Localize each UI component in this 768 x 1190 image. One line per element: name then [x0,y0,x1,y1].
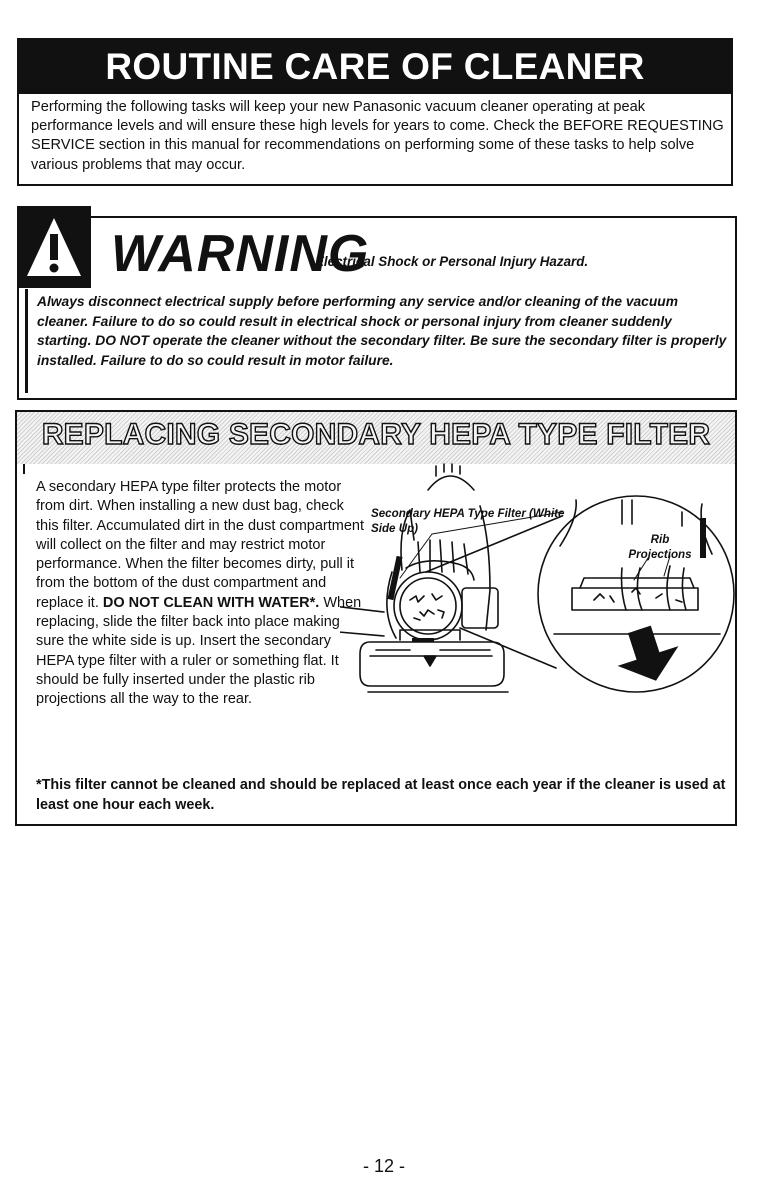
filter-left-rule [23,464,25,474]
label-rib-projections: Rib Projections [628,533,692,561]
warning-hazard-text: Electrical Shock or Personal Injury Hazard. [315,254,589,269]
warning-left-rule [25,289,28,393]
filter-instructions-warning: DO NOT CLEAN WITH WATER*. [102,594,320,611]
filter-instructions-part2: When replacing, slide the filter back into place making sure the white side is up. Insert the secondary HEPA type filter with a ruler or something flat. It should be fully inserted under the plastic rib projections all the way to the rear. [36,594,362,708]
vacuum-filter-illustration [340,460,740,725]
page-number: - 12 - [362,1156,405,1176]
routine-care-body: Performing the following tasks will keep your new Panasonic vacuum cleaner operating at peak performance levels and will ensure these high levels for years to come. Check the BEFORE REQUESTING SERVICE section in this manual for recommendations on performing some of these tasks to help solve various problems that may occur. [31,99,724,173]
filter-footnote: *This filter cannot be cleaned and should be replaced at least once each year if the cleaner is used at least one hour each week. [36,777,726,813]
label-secondary-hepa-filter: Secondary HEPA Type Filter (White Side Up) [371,507,565,535]
warning-triangle-icon [24,214,84,280]
filter-section-title: REPLACING SECONDARY HEPA TYPE FILTER [41,418,711,451]
filter-instructions-part1: A secondary HEPA type filter protects the motor from dirt. When installing a new dust bag, check this filter. Accumulated dirt in the dust compartment will collect on the filter and may restrict motor performance. When the filter becomes dirty, pull it from the bottom of the dust compartment and replace it. [36,479,365,611]
routine-care-title: ROUTINE CARE OF CLEANER [105,46,645,87]
warning-title: WARNING [111,225,370,283]
warning-body: Always disconnect electrical supply before performing any service and/or cleaning of the vacuum cleaner. Failure to do so could result in electrical shock or personal injury from cleaner suddenly starting. DO NOT operate the cleaner without the secondary filter. Be sure the secondary filter is properly installed. Failure to do so could result in motor failure. [37,294,727,368]
filter-instructions [36,478,366,710]
